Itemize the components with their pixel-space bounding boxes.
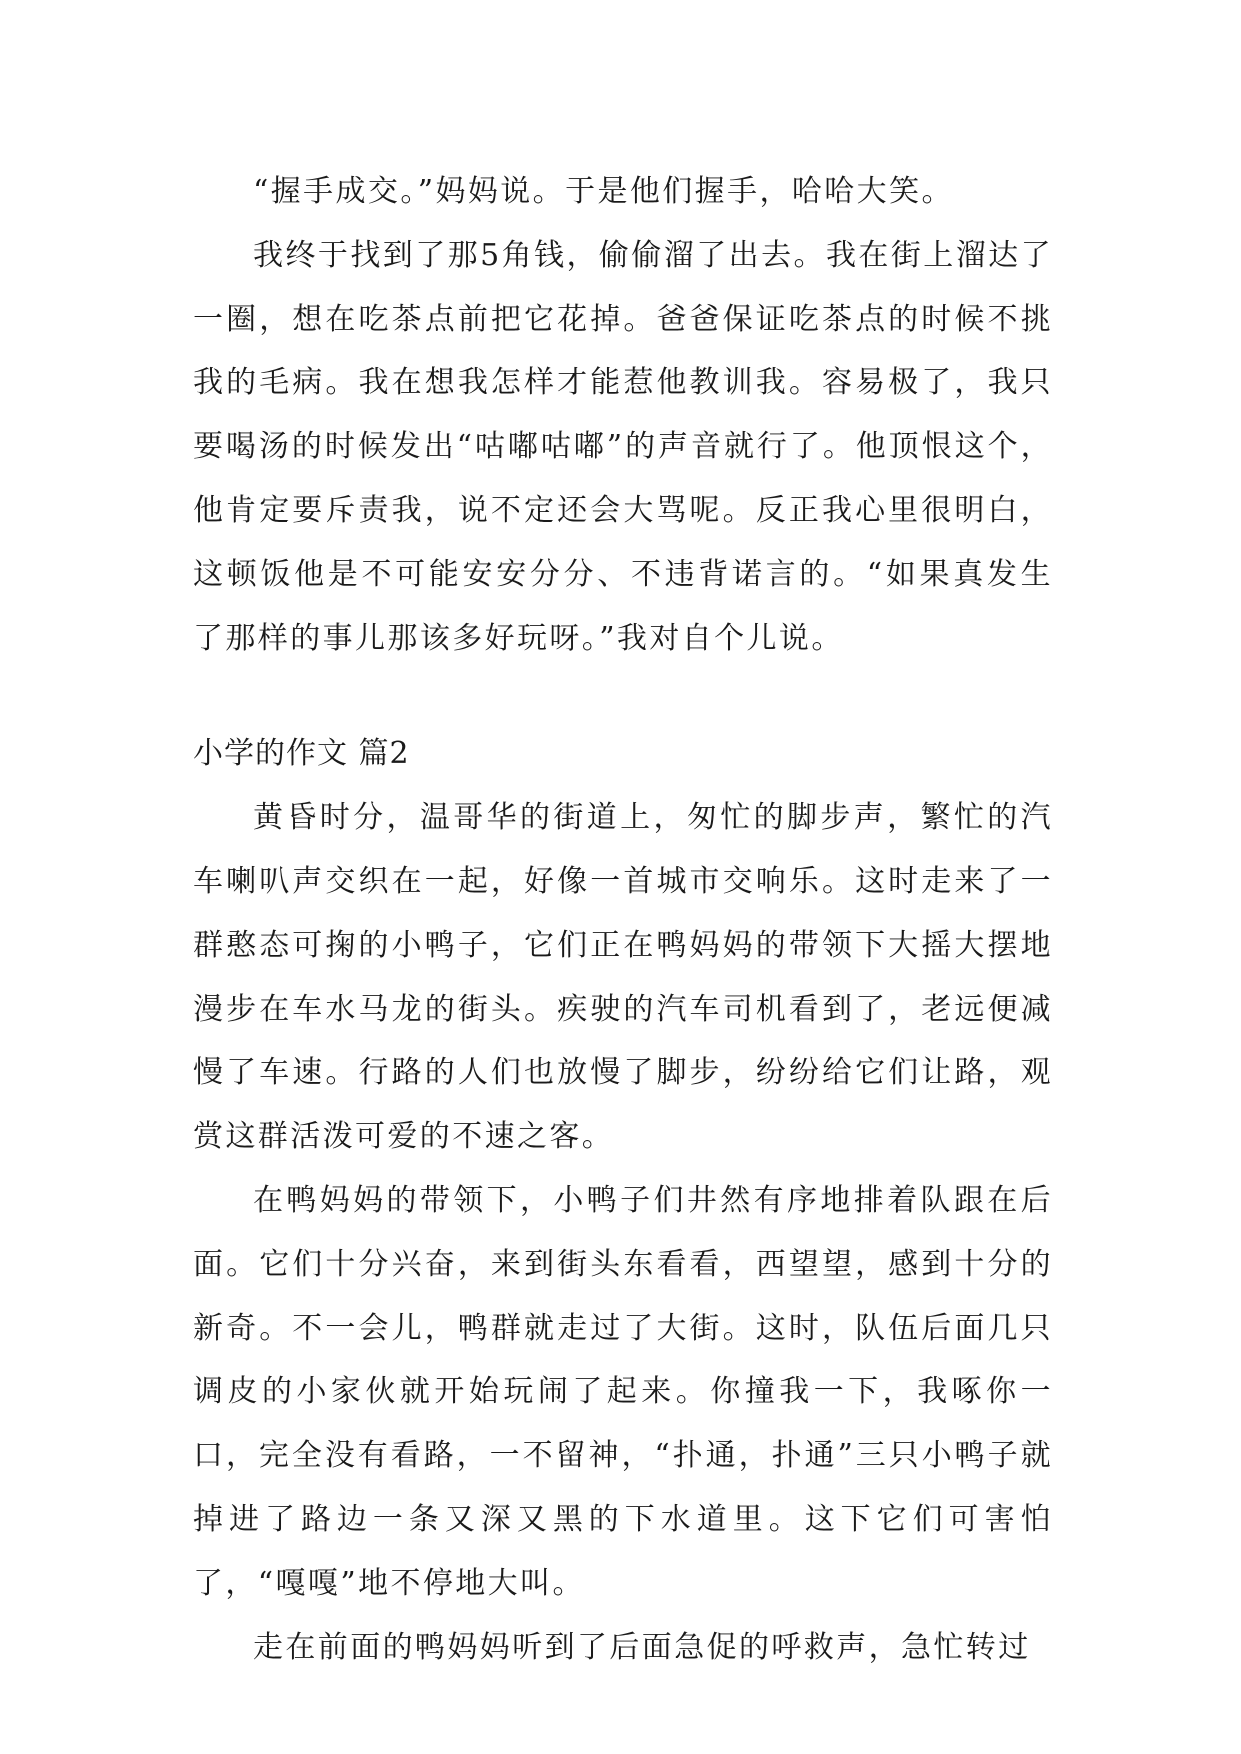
paragraph: 在鸭妈妈的带领下，小鸭子们井然有序地排着队跟在后面。它们十分兴奋，来到街头东看看，西望望，感到十分的新奇。不一会儿，鸭群就走过了大街。这时，队伍后面几只调皮的小家伙就开始玩闹了起来。你撞我一下，我啄你一口，完全没有看路，一不留神，“扑通，扑通”三只小鸭子就掉进了路边一条又深又黑的下水道里。这下它们可害怕了，“嘎嘎”地不停地大叫。 (193, 1182, 1053, 1601)
paragraph: “握手成交。”妈妈说。于是他们握手，哈哈大笑。 (253, 174, 954, 209)
document-page (193, 160, 1053, 1679)
paragraph: 黄昏时分，温哥华的街道上，匆忙的脚步声，繁忙的汽车喇叭声交织在一起，好像一首城市交响乐。这时走来了一群憨态可掬的小鸭子，它们正在鸭妈妈的带领下大摇大摆地漫步在车水马龙的街头。疾驶的汽车司机看到了，老远便减慢了车速。行路的人们也放慢了脚步，纷纷给它们让路，观赏这群活泼可爱的不速之客。 (193, 800, 1053, 1155)
section-heading: 小学的作文 篇2 (193, 736, 410, 772)
paragraph: 走在前面的鸭妈妈听到了后面急促的呼救声，急忙转过 (253, 1629, 1031, 1665)
paragraph: 我终于找到了那5角钱，偷偷溜了出去。我在街上溜达了一圈，想在吃茶点前把它花掉。爸爸保证吃茶点的时候不挑我的毛病。我在想我怎样才能惹他教训我。容易极了，我只要喝汤的时候发出“咕嘟咕嘟”的声音就行了。他顶恨这个，他肯定要斥责我，说不定还会大骂呢。反正我心里很明白，这顿饭他是不可能安安分分、不违背诺言的。“如果真发生了那样的事儿那该多好玩呀。”我对自个儿说。 (193, 237, 1053, 656)
